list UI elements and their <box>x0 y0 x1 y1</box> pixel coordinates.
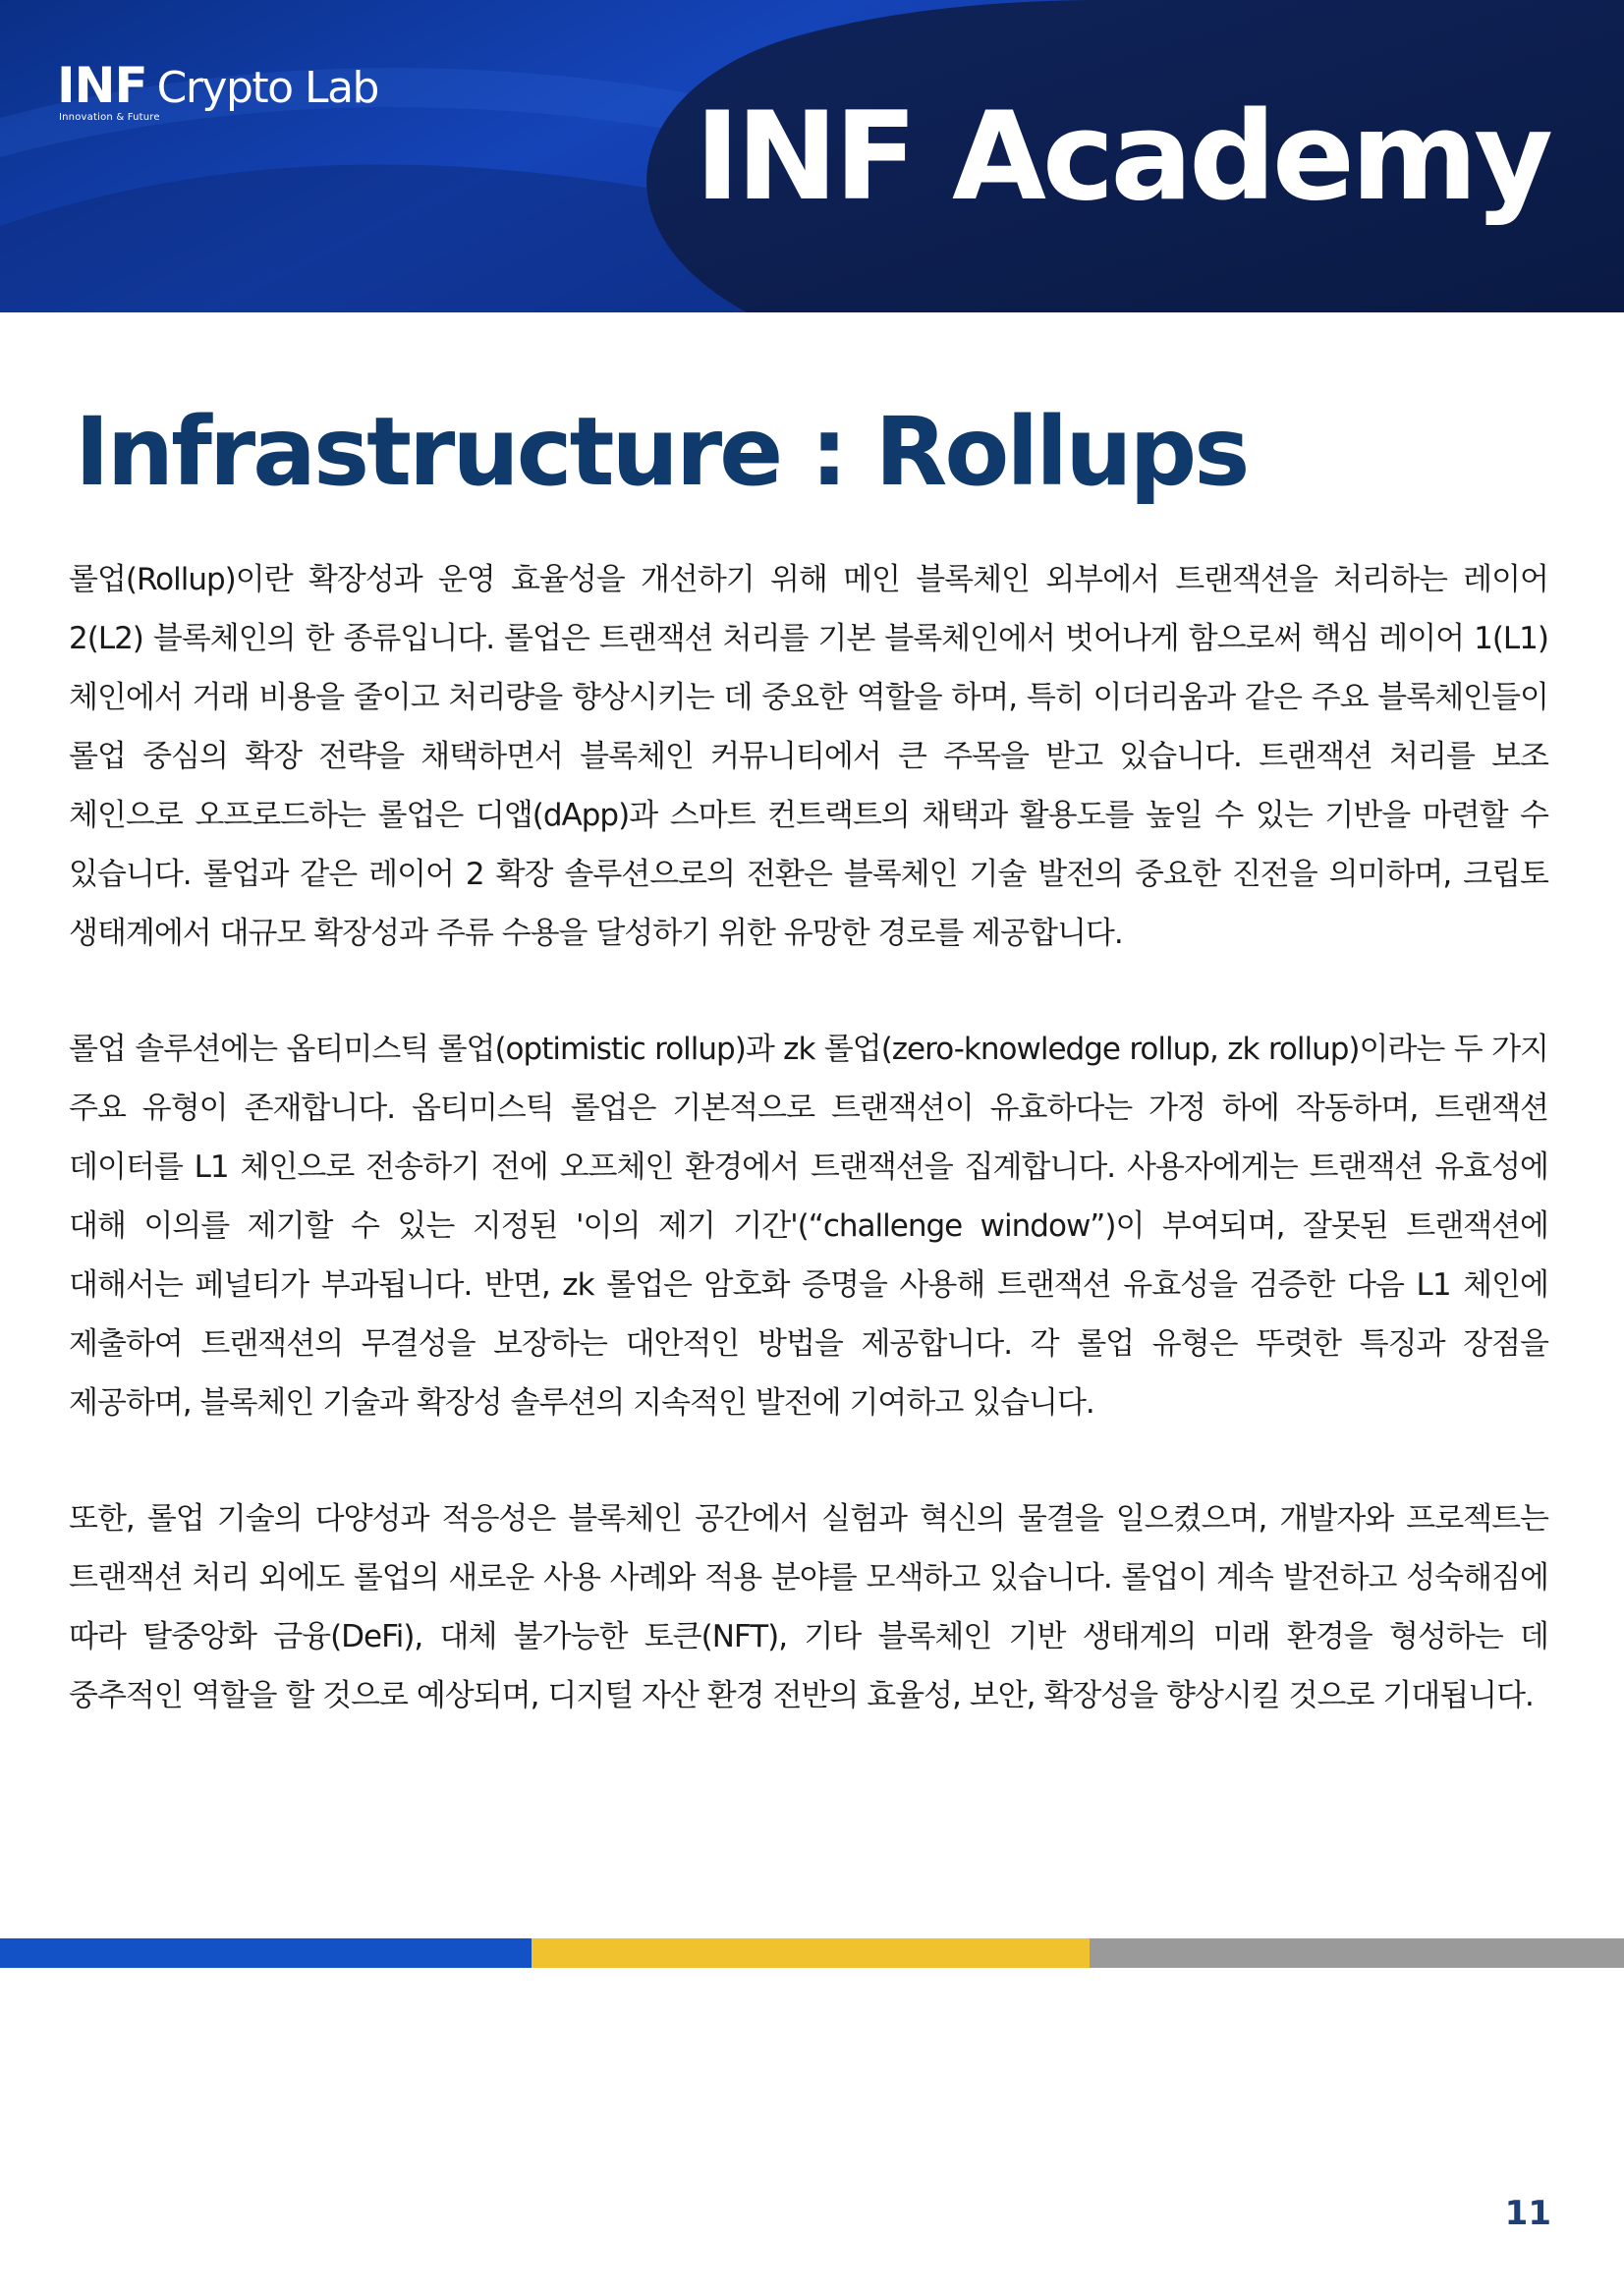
inf-crypto-lab-logo <box>57 57 378 123</box>
page-title: Infrastructure : Rollups <box>75 397 1248 507</box>
color-bar-gray-segment <box>1090 1938 1624 1968</box>
academy-title: INF Academy <box>695 86 1549 228</box>
footer-color-bar <box>0 1938 1624 1968</box>
body-paragraph-3: 또한, 롤업 기술의 다양성과 적응성은 블록체인 공간에서 실험과 혁신의 물결을 일으켰으며, 개발자와 프로젝트는 트랜잭션 처리 외에도 롤업의 새로운 사용 사례와 적용 분야를 모색하고 있습니다. 롤업이 계속 발전하고 성숙해짐에 따라 탈중앙화 금융(DeFi), 대체 불가능한 토큰(NFT), 기타 블록체인 기반 생태계의 미래 환경을 형성하는 데 중추적인 역할을 할 것으로 예상되며, 디지털 자산 환경 전반의 효율성, 보안, 확장성을 향상시킬 것으로 기대됩니다. <box>69 1501 1548 1713</box>
body-paragraph-1: 롤업(Rollup)이란 확장성과 운영 효율성을 개선하기 위해 메인 블록체인 외부에서 트랜잭션을 처리하는 레이어 2(L2) 블록체인의 한 종류입니다. 롤업은 트랜잭션 처리를 기본 블록체인에서 벗어나게 함으로써 핵심 레이어 1(L1) 체인에서 거래 비용을 줄이고 처리량을 향상시키는 데 중요한 역할을 하며, 특히 이더리움과 같은 주요 블록체인들이 롤업 중심의 확장 전략을 채택하면서 블록체인 커뮤니티에서 큰 주목을 받고 있습니다. 트랜잭션 처리를 보조 체인으로 오프로드하는 롤업은 디앱(dApp)과 스마트 컨트랙트의 채택과 활용도를 높일 수 있는 기반을 마련할 수 있습니다. 롤업과 같은 레이어 2 확장 솔루션으로의 전환은 블록체인 기술 발전의 중요한 진전을 의미하며, 크립토 생태계에서 대규모 확장성과 주류 수용을 달성하기 위한 유망한 경로를 제공합니다. <box>69 562 1548 951</box>
body-paragraph-2: 롤업 솔루션에는 옵티미스틱 롤업(optimistic rollup)과 zk 롤업(zero-knowledge rollup, zk rollup)이라는 두 가지 주요 유형이 존재합니다. 옵티미스틱 롤업은 기본적으로 트랜잭션이 유효하다는 가정 하에 작동하며, 트랜잭션 데이터를 L1 체인으로 전송하기 전에 오프체인 환경에서 트랜잭션을 집계합니다. 사용자에게는 트랜잭션 유효성에 대해 이의를 제기할 수 있는 지정된 '이의 제기 기간'(“challenge window”)이 부여되며, 잘못된 트랜잭션에 대해서는 페널티가 부과됩니다. 반면, zk 롤업은 암호화 증명을 사용해 트랜잭션 유효성을 검증한 다음 L1 체인에 제출하여 트랜잭션의 무결성을 보장하는 대안적인 방법을 제공합니다. 각 롤업 유형은 뚜렷한 특징과 장점을 제공하며, 블록체인 기술과 확장성 솔루션의 지속적인 발전에 기여하고 있습니다. <box>69 1032 1548 1421</box>
logo-crypto-lab-text: Crypto Lab <box>156 63 378 113</box>
article-body <box>69 550 1548 1782</box>
color-bar-blue-segment <box>0 1938 532 1968</box>
page-number: 11 <box>1504 2194 1551 2233</box>
logo-tagline: Innovation & Future <box>59 112 160 123</box>
logo-inf-text: INF <box>57 57 147 114</box>
color-bar-yellow-segment <box>532 1938 1090 1968</box>
header-banner <box>0 0 1624 312</box>
